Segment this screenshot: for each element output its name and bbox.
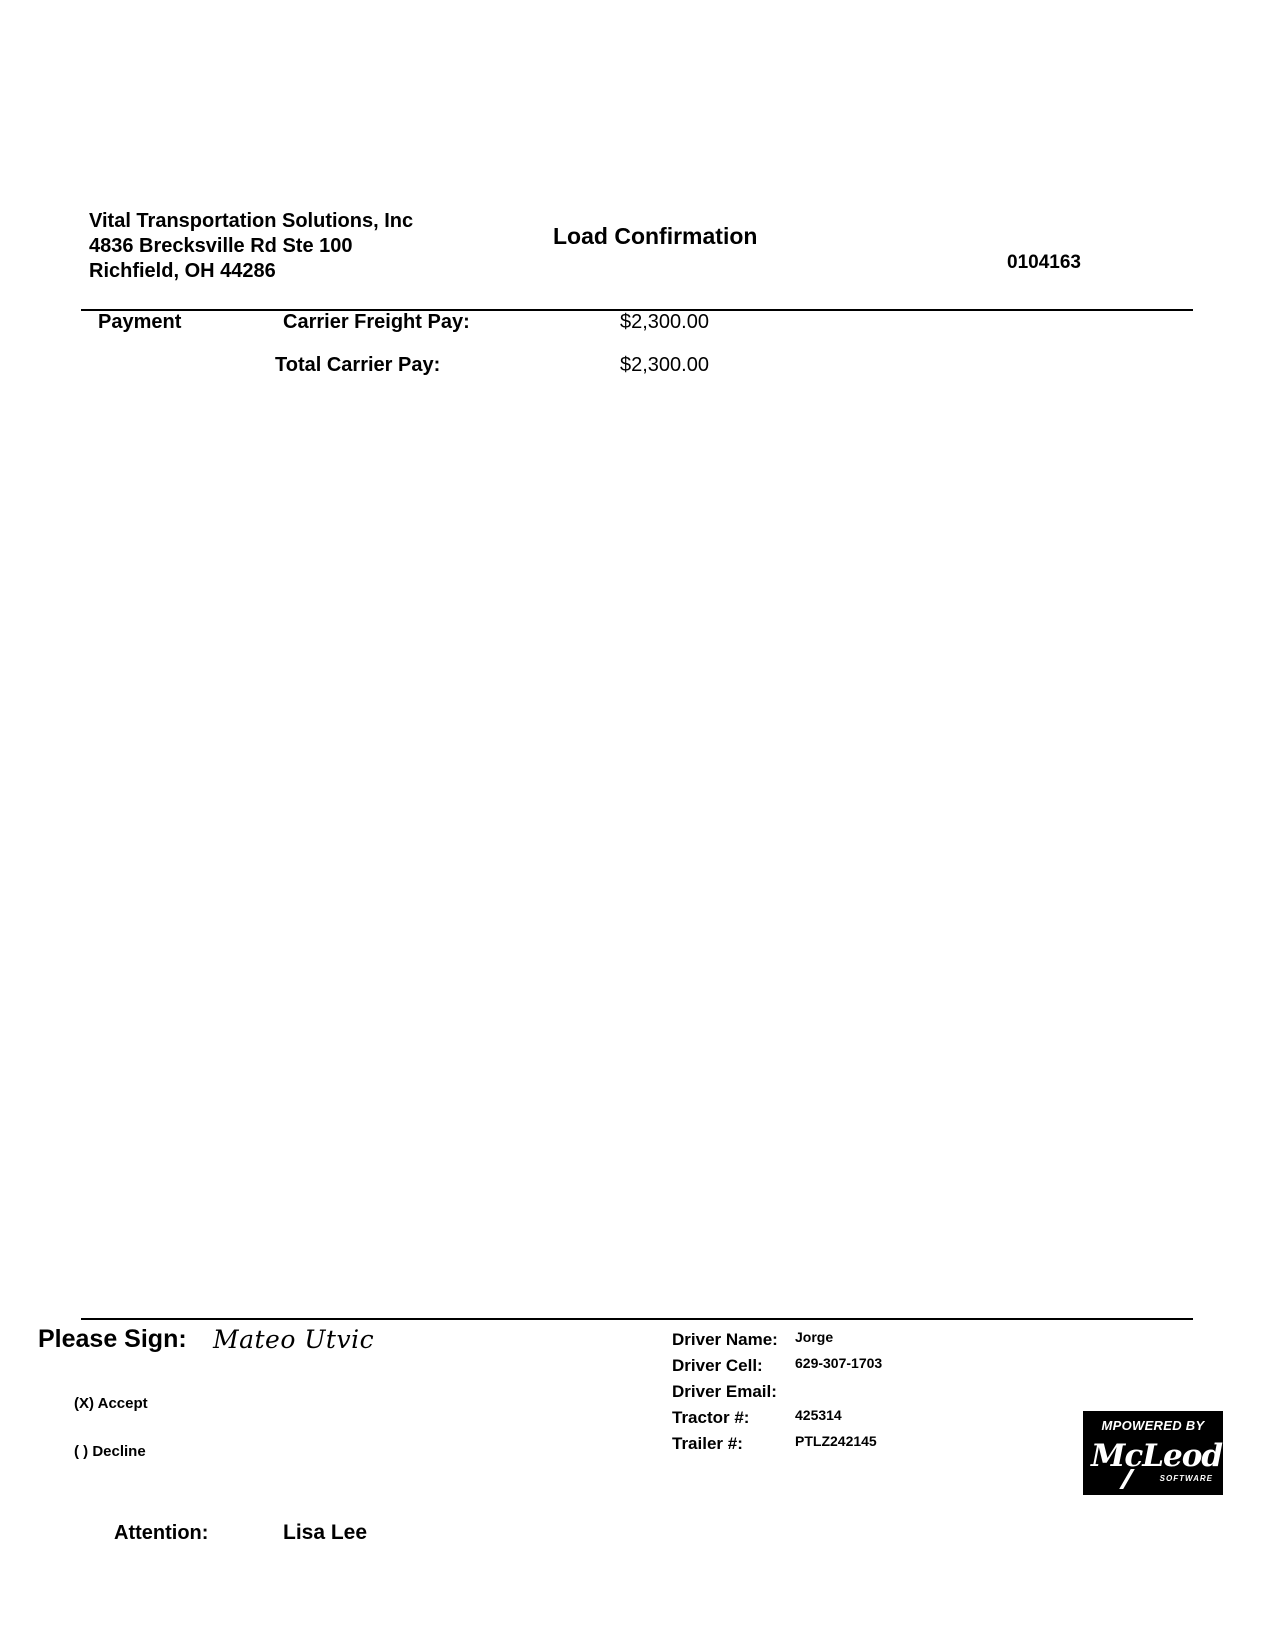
total-carrier-pay-label: Total Carrier Pay:	[275, 354, 441, 376]
tractor-value: 425314	[795, 1407, 842, 1423]
tractor-label: Tractor #:	[672, 1408, 750, 1427]
driver-cell-value: 629-307-1703	[795, 1355, 883, 1371]
logo-brand: McLeod	[1091, 1438, 1223, 1474]
driver-name-label: Driver Name:	[672, 1330, 778, 1349]
payment-section-label: Payment	[98, 311, 182, 333]
carrier-freight-pay-value: $2,300.00	[620, 311, 709, 333]
carrier-freight-pay-label: Carrier Freight Pay:	[283, 311, 470, 333]
total-carrier-pay-value: $2,300.00	[620, 354, 709, 376]
company-name: Vital Transportation Solutions, Inc	[89, 210, 414, 232]
logo-software: SOFTWARE	[1159, 1474, 1213, 1483]
mcleod-logo	[1083, 1411, 1223, 1495]
logo-powered-by: MPOWERED BY	[1101, 1418, 1205, 1433]
please-sign-label: Please Sign:	[38, 1325, 187, 1353]
document-title: Load Confirmation	[553, 223, 758, 249]
driver-cell-label: Driver Cell:	[672, 1356, 763, 1375]
driver-email-label: Driver Email:	[672, 1382, 777, 1401]
signature: Mateo Utvic	[213, 1325, 375, 1354]
accept-option: (X) Accept	[74, 1395, 148, 1412]
trailer-label: Trailer #:	[672, 1434, 743, 1453]
load-number: 0104163	[1007, 252, 1081, 273]
company-address	[89, 209, 413, 284]
footer-divider	[81, 1318, 1193, 1320]
attention-label: Attention:	[114, 1522, 209, 1544]
company-street: 4836 Brecksville Rd Ste 100	[89, 235, 353, 257]
driver-name-value: Jorge	[795, 1329, 834, 1345]
company-city: Richfield, OH 44286	[89, 260, 276, 282]
decline-option: ( ) Decline	[74, 1443, 146, 1460]
attention-value: Lisa Lee	[283, 1521, 368, 1544]
trailer-value: PTLZ242145	[795, 1433, 877, 1449]
